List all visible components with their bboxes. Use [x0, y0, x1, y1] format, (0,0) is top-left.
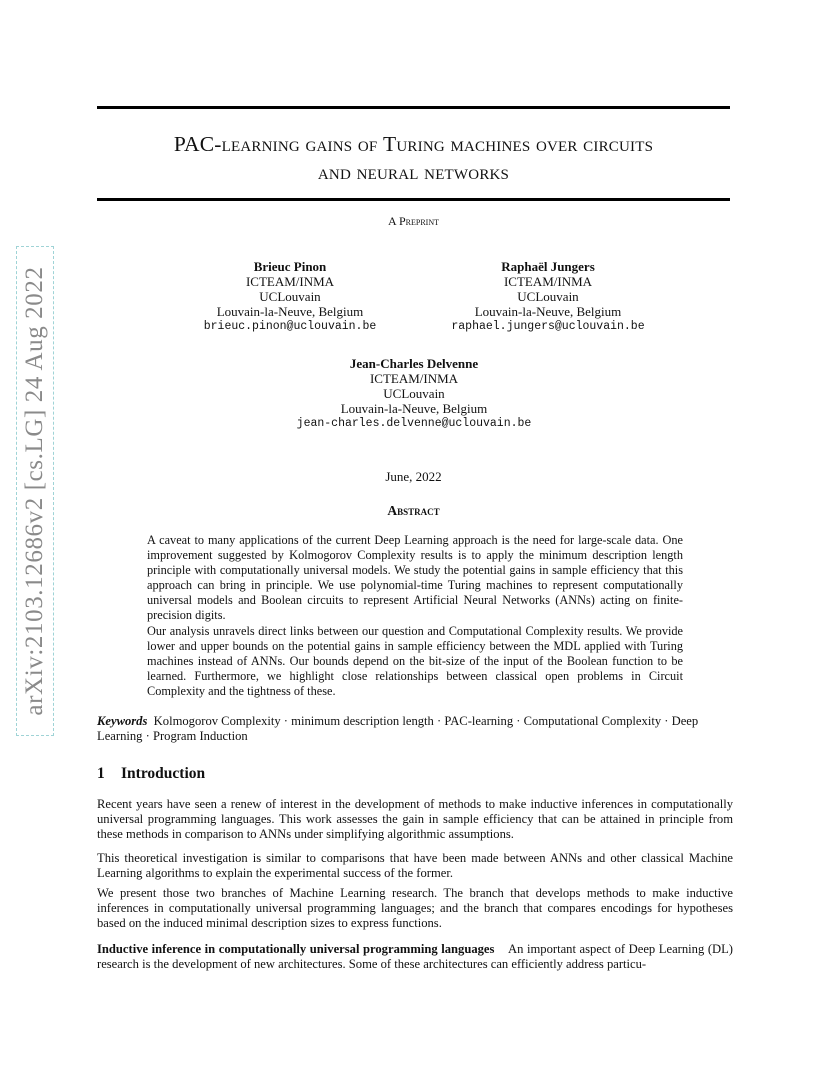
author-affiliation: ICTEAM/INMA [245, 274, 335, 289]
section-number: 1 [97, 765, 105, 782]
section-title: Introduction [121, 765, 206, 782]
author-email[interactable]: raphael.jungers@uclouvain.be [451, 320, 645, 333]
body-paragraph: We present those two branches of Machine Learning research. The branch that develops methods to make inductive inferences in computationally universal programming languages; and the branch that compares encodings for hypotheses based on the induced minimal description sizes to express functions. [97, 886, 733, 930]
author-affiliation: ICTEAM/INMA [503, 274, 593, 289]
title-line-2: and neural networks [317, 160, 510, 184]
title-part-t: T [383, 132, 397, 156]
author-university: UCLouvain [259, 289, 321, 304]
title-part-pac: PAC [173, 132, 215, 156]
author-name: Raphaël Jungers [501, 259, 595, 274]
author-university: UCLouvain [383, 386, 445, 401]
abstract-paragraph: Our analysis unravels direct links between our question and Computational Complexity results. We provide lower and upper bounds on the potential gains in sample efficiency between the MDL applied with Turing machines instead of ANNs. Our bounds depend on the bit-size of the input of the Boolean function to be learned. Furthermore, we highlight close relationships between classical open problems in Circuit Complexity and the tightness of these. [147, 624, 683, 698]
author-affiliation: ICTEAM/INMA [369, 371, 459, 386]
title-part-learning: -learning gains of [214, 132, 384, 156]
author-email[interactable]: brieuc.pinon@uclouvain.be [203, 320, 377, 333]
keywords-text: Kolmogorov Complexity · minimum description length · PAC-learning · Computational Complexity · Deep Learning · Program Induction [97, 714, 699, 743]
author-location: Louvain-la-Neuve, Belgium [216, 304, 364, 319]
paper-date: June, 2022 [385, 469, 442, 484]
paragraph-heading: Inductive inference in computationally universal programming languages [97, 942, 495, 956]
abstract-heading: Abstract [387, 503, 440, 518]
section-heading [97, 765, 205, 783]
body-paragraph: This theoretical investigation is similar to comparisons that have been made between ANNs and other classical Machine Learning algorithms to explain the experimental success of the former. [97, 851, 733, 880]
paper-title [97, 130, 730, 186]
author-location: Louvain-la-Neuve, Belgium [474, 304, 622, 319]
abstract-paragraph: A caveat to many applications of the current Deep Learning approach is the need for large-scale data. One improvement suggested by Kolmogorov Complexity results is to apply the minimum description length principle with computationally universal models. We study the potential gains in sample efficiency that this approach can bring in principle. We use polynomial-time Turing machines to represent computationally universal models and Boolean circuits to represent Artificial Neural Networks (ANNs) acting on finite-precision digits. [147, 533, 683, 622]
title-rule-bottom [97, 198, 730, 201]
body-paragraph [97, 942, 733, 972]
author-email[interactable]: jean-charles.delvenne@uclouvain.be [296, 417, 532, 430]
author-block [254, 356, 574, 431]
preprint-label: A Preprint [387, 214, 439, 228]
title-rule-top [97, 106, 730, 109]
arxiv-stamp: arXiv:2103.12686v2 [cs.LG] 24 Aug 2022 [21, 266, 48, 716]
title-part-turing: uring machines over circuits [396, 132, 654, 156]
keywords [97, 714, 730, 744]
author-location: Louvain-la-Neuve, Belgium [340, 401, 488, 416]
author-university: UCLouvain [517, 289, 579, 304]
paragraph-text: An important aspect of Deep Learning (DL) research is the development of new architectures. Some of these architectures can efficiently address particu- [97, 942, 733, 971]
body-paragraph: Recent years have seen a renew of interest in the development of methods to make inductive inferences in computationally universal programming languages. This work assesses the gain in sample efficiency that can be attained in principle from these methods in comparison to ANNs under simplifying algorithmic assumptions. [97, 797, 733, 841]
keywords-label: Keywords [97, 714, 148, 728]
author-name: Jean-Charles Delvenne [349, 356, 479, 371]
author-block [160, 259, 420, 334]
author-name: Brieuc Pinon [253, 259, 327, 274]
author-block [418, 259, 678, 334]
